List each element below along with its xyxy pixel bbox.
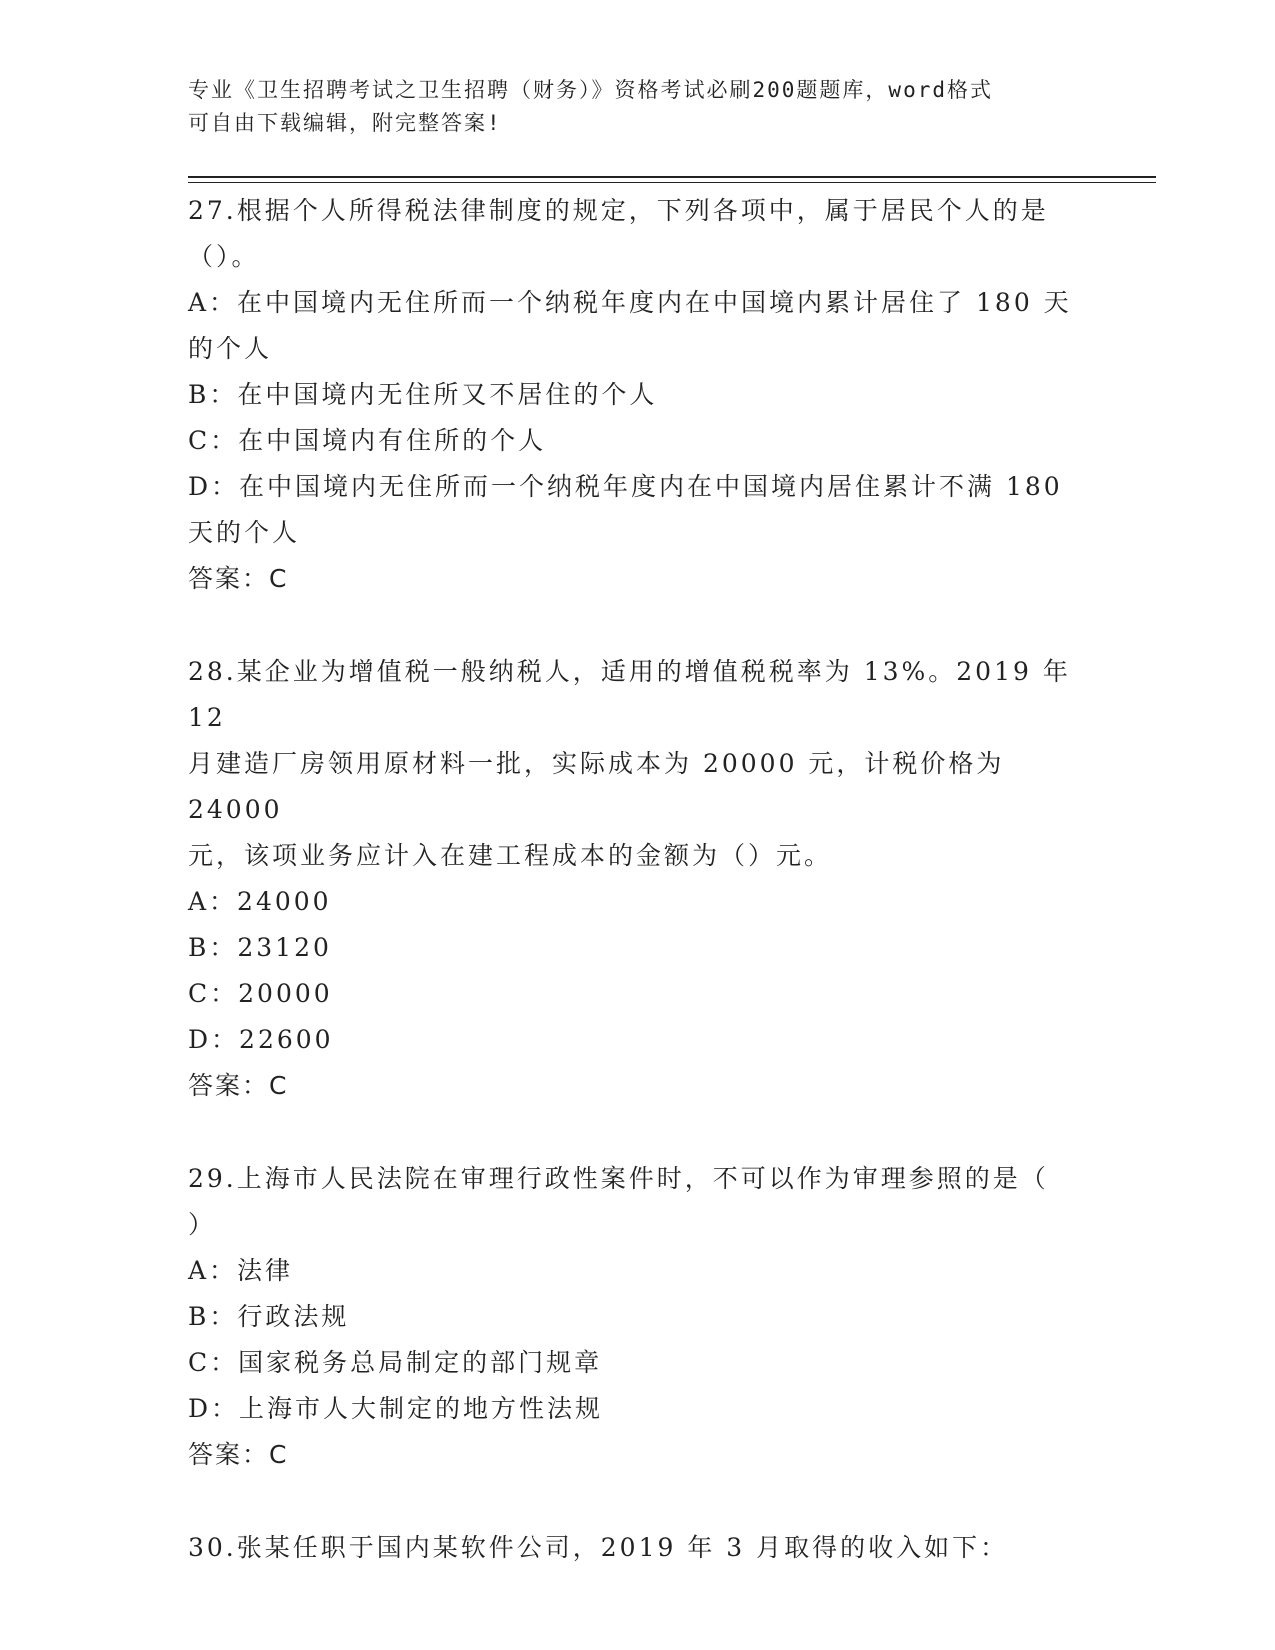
option-c: C：20000 bbox=[188, 979, 333, 1008]
question-stem-line: ） bbox=[188, 1210, 217, 1239]
question-stem-line: 30.张某任职于国内某软件公司，2019 年 3 月取得的收入如下： bbox=[188, 1533, 1009, 1562]
option-b: B：在中国境内无住所又不居住的个人 bbox=[188, 380, 658, 409]
option-d bbox=[188, 464, 1088, 556]
question-stem-line: （）。 bbox=[188, 242, 260, 271]
question-stem bbox=[188, 1156, 1088, 1248]
question-stem bbox=[188, 649, 1088, 879]
header-divider-thin bbox=[188, 182, 1156, 183]
option-a: A：24000 bbox=[188, 887, 332, 916]
question-29 bbox=[188, 1156, 1088, 1478]
question-stem-line: 月建造厂房领用原材料一批，实际成本为 20000 元，计税价格为 24000 bbox=[188, 749, 1005, 824]
option-a: A：法律 bbox=[188, 1256, 294, 1285]
option-line: 天的个人 bbox=[188, 518, 301, 547]
option-line: D：在中国境内无住所而一个纳税年度内在中国境内居住累计不满 180 bbox=[188, 472, 1063, 501]
answer-label: 答案：C bbox=[188, 1071, 289, 1100]
question-30 bbox=[188, 1525, 1088, 1571]
question-stem bbox=[188, 1525, 1088, 1571]
option-line: A：在中国境内无住所而一个纳税年度内在中国境内累计居住了 180 天 bbox=[188, 288, 1072, 317]
option-b: B：行政法规 bbox=[188, 1302, 350, 1331]
option-c: C：国家税务总局制定的部门规章 bbox=[188, 1348, 603, 1377]
header-title-line-1: 专业《卫生招聘考试之卫生招聘（财务）》资格考试必刷200题题库，word格式 bbox=[188, 78, 993, 102]
option-b: B：23120 bbox=[188, 933, 332, 962]
answer-label: 答案：C bbox=[188, 1440, 289, 1469]
question-stem-line: 元，该项业务应计入在建工程成本的金额为（）元。 bbox=[188, 841, 833, 870]
header-title-line-2: 可自由下载编辑，附完整答案! bbox=[188, 111, 502, 135]
header-divider-thick bbox=[188, 176, 1156, 178]
question-list bbox=[188, 188, 1088, 1571]
answer-label: 答案：C bbox=[188, 564, 289, 593]
option-d: D：上海市人大制定的地方性法规 bbox=[188, 1394, 604, 1423]
option-c: C：在中国境内有住所的个人 bbox=[188, 426, 547, 455]
question-27 bbox=[188, 188, 1088, 602]
question-stem-line: 29.上海市人民法院在审理行政性案件时，不可以作为审理参照的是（ bbox=[188, 1164, 1049, 1193]
option-line: 的个人 bbox=[188, 334, 273, 363]
option-a bbox=[188, 280, 1088, 372]
question-stem-line: 28.某企业为增值税一般纳税人，适用的增值税税率为 13%。2019 年 12 bbox=[188, 657, 1071, 732]
question-stem-line: 27.根据个人所得税法律制度的规定，下列各项中，属于居民个人的是 bbox=[188, 196, 1049, 225]
question-stem bbox=[188, 188, 1088, 280]
question-28 bbox=[188, 649, 1088, 1109]
document-header bbox=[188, 74, 1068, 140]
option-d: D：22600 bbox=[188, 1025, 334, 1054]
